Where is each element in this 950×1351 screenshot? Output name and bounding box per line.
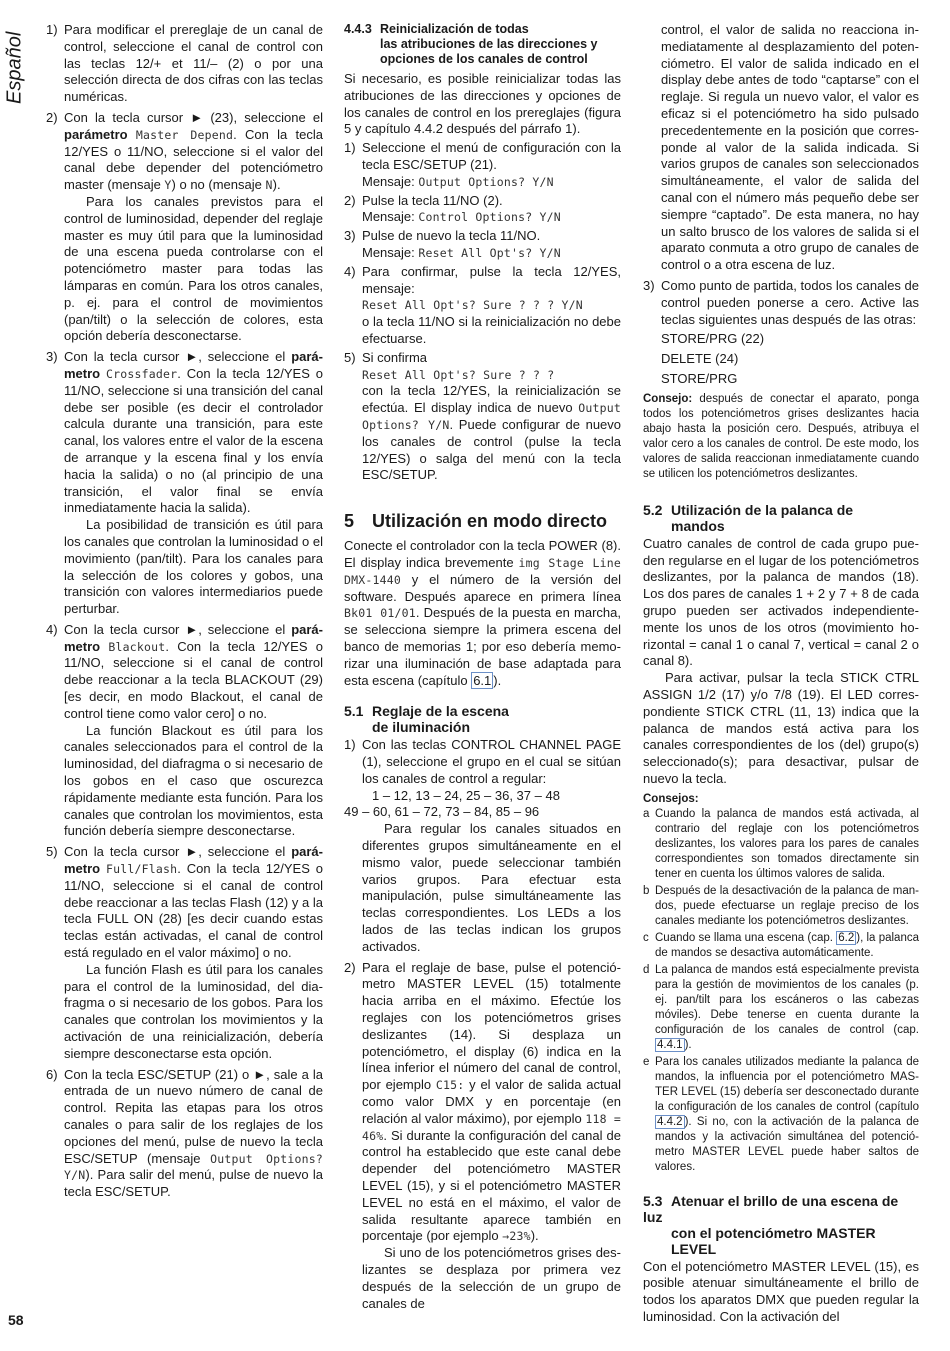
item-paragraph: La función Blackout es útil para los canales seleccionados para el control de la luminosidad, del diafragma o si necesario de los gobos en el caso que oscurezca rápidamente mediante esta función. Para los canales que controlan los movimientos, esta función debería siempre desconectarse. [64, 722, 323, 839]
list-item: 4) Para confirmar, pulse la tecla 12/YES, mensaje: Reset All Opt's? Sure ? ? ? Y/N o la tecla 11/NO si la reinicialización no debe efectuarse. [344, 263, 621, 346]
display-message: Output Options? Y/N [64, 1151, 323, 1183]
section-heading-5-2: 5.2 Utilización de la palanca de mandos [643, 501, 854, 534]
list-item: 1) Seleccione el menú de configuración con la tecla ESC/SETUP (21). Mensaje: Output Options? Y/N [344, 140, 621, 189]
language-tab: Español [3, 31, 26, 105]
group-list: 49 – 60, 61 – 72, 73 – 84, 85 – 96 [344, 804, 540, 820]
item-paragraph: La función Flash es útil para los canales para el control de la luminosidad, del diafragma o si necesario de los gobos. Para los canales que controlan los movimientos y la activación de una reinicialización, debería siempre desconectarse esta opción. [64, 961, 323, 1061]
item-text: Con la tecla ESC/SETUP (21) o ►, sale a la entrada de un nuevo número de canal de control. Repita las etapas para los otros canales o para salir de los reglajes de los opciones del menú, pulse de nuevo la tecla ESC/SETUP (mensaje Output Options? Y/N). Para salir del menú, pulse de nuevo la tecla ESC/SETUP. [64, 1066, 323, 1200]
item-number: 1) [46, 22, 58, 37]
display-message: Output Options? Y/N [362, 401, 621, 432]
continued-paragraph: control, el valor de salida no reacciona inmediatamente al desplazamiento del potenciómetro. El valor de salida indicado en el display debe antes de todo “captarse” con el reglaje. Si regula un nuevo valor, el valor es eficaz si el potenciómetro ha sido pulsado precedentemente en la posición que corresponde al valor de la salida indicada. Si varios grupos de canales son seleccionados simultáneamente, el valor de salida del canal con el número más pequeño debe ser siempre “captado”. De esta manera, no hay un salto brusco de los valores de salida si el aparato conmuta a otro grupo de canales de control o a otra escena de luz. [661, 22, 919, 273]
tip-paragraph: Consejo: después de conectar el aparato, ponga todos los potenciómetros grises deslizantes hacia abajo hasta la posición cero. Después, atribuya el valor cero a los canales de control. De este modo, los valores de salida reaccionan inmediatamente cuando se utilicen los potenciómetros deslizantes. [643, 392, 919, 480]
section-heading-5: 5 Utilización en modo directo [344, 511, 608, 532]
list-item: 5) Si confirma Reset All Opt's? Sure ? ? ? con la tecla 12/YES, la reinicialización se efectúa. El display indica de nuevo Output Options? Y/N. Puede configurar de nuevo los canales de control (pulse la tecla 12/YES) o salga del menú con la tecla ESC/SETUP. [344, 349, 622, 483]
item-text: Para modificar el prereglaje de un canal de control, seleccione el canal de control con las teclas 12/+ et 11/– (2) o por una selección directa de dos cifras con las teclas numéricas. [64, 22, 323, 105]
item-number: 5) [46, 844, 58, 860]
list-item: 3) Pulse de nuevo la tecla 11/NO. Mensaje: Reset All Opt's? Y/N [344, 228, 561, 260]
chapter-link[interactable]: 6.1 [473, 672, 492, 688]
item-number: 3) [46, 349, 58, 365]
tip-item: b Después de la desactivación de la palanca de mandos, puede efectuarse un reglaje preciso de los canales mediante los potenciómetros deslizantes. [643, 884, 919, 927]
section-paragraph: Cuatro canales de control de cada grupo pueden regularse en el lugar de los potenciómetros deslizantes, por la palanca de mandos (18). Los dos pares de canales 1 + 2 y 7 + 8 de cada grupo pueden ser activados independientemente los unos de los otros (movimiento horizontal = canal 1 o canal 7, vertical = canal 2 o canal 8). [643, 535, 919, 669]
display-message: Crossfader [106, 366, 178, 381]
item-number: 6) [46, 1066, 58, 1082]
section-heading-5-1: 5.1 Reglaje de la escena de iluminación [344, 703, 509, 736]
column-3 [643, 22, 919, 1326]
intro-paragraph: Si necesario, es posible reinicializar todas las atribuciones de las direcciones y opciones de los canales de control en los prereglajes (figura 5 y capítulo 4.4.2 después del párrafo 1). [344, 71, 621, 137]
tips-list: Consejos: a Cuando la palanca de mandos está activada, al contrario del reglaje con los potenciómetros deslizantes, los valores para los pares de canales correspondientes son tomados directamente sin tener en cuenta los últimos valores de salida. b Después de la desactivación de la palanca de mandos, puede efectuarse un reglaje preciso de los canales mediante los potenciómetros deslizantes. c Cuando se llama una escena (cap. 6.2 ), la palanca de mandos se desactiva automáticamente. d La palanca de mandos está especialmente prevista para la gestión de movimientos de los canales (p. ej. pan/tilt para los escáneros o las cabezas móviles). Debe tenerse en cuenta durante la configuración de los canales de control (cap. 4.4.1 ). e Para los canales utilizados mediante la palanca de mandos, la influencia por el potenciómetro MASTER LEVEL (15) debería ser desconectado durante la configuración de los canales de control (capítulo 4.4.2 ). Si no, con la activación de la palanca de mandos y la activación simultánea del potenciómetro MASTER LEVEL puede haber saltos de valores. [643, 792, 919, 1173]
item-text: Con la tecla cursor ► (23), seleccione el parámetro Master Depend. Con la tecla 12/YES o 11/NO, seleccione si el valor del canal debe depender del potenciómetro master (mensaje Y) o no (mensaje N). [64, 109, 324, 193]
column-1 [46, 22, 323, 1205]
chapter-link[interactable]: 6.2 [838, 931, 855, 944]
section-heading-5-3: 5.3 Atenuar el brillo de una escena de luz con el potenciómetro MASTER LEVEL [643, 1192, 899, 1257]
key-sequence: STORE/PRG [661, 370, 738, 386]
list-item [46, 844, 323, 1062]
display-message: Blackout [108, 639, 166, 654]
tip-item: d La palanca de mandos está especialmente prevista para la gestión de movimientos de los canales (p. ej. pan/tilt para los escáneros o las cabezas móviles). Debe tenerse en cuenta durante la configuración de los canales de control (cap. 4.4.1 ). [643, 963, 919, 1051]
display-message: Reset All Opt's? Sure ? ? ? [362, 367, 555, 382]
chapter-link[interactable]: 4.4.1 [657, 1038, 683, 1051]
item-text: Con la tecla cursor ►, seleccione el parámetro Blackout. Con la tecla 12/YES o 11/NO, seleccione si el canal de control debe reaccionar a la tecla BLACKOUT (29) [es decir, en modo Blackout, el canal de control tiene como valor cero] o no. [64, 621, 323, 721]
list-item [46, 349, 323, 618]
item-paragraph: Para los canales previstos para el control de luminosidad, depender del reglaje master es muy útil para que la luminosidad de una escena pueda controlarse con el potenciómetro master para todas las lámparas en común. Para los otros canales, p. ej. para el control de movimientos (pan/tilt) o la selección de colores, esta opción debería desconectarse. [64, 193, 323, 344]
list-item [46, 110, 323, 345]
column-2 [344, 22, 621, 1316]
tip-item: a Cuando la palanca de mandos está activada, al contrario del reglaje con los potenciómetros deslizantes, los valores para los pares de canales correspondientes son tomados directamente sin tener en cuenta los últimos valores de salida. [643, 807, 919, 880]
list-item [46, 622, 323, 840]
list-item: 1) Con las teclas CONTROL CHANNEL PAGE (1), seleccione el grupo en el cual se sitúan los canales de control a regular: 1 – 12, 13 – 24, 25 – 36, 37 – 48 49 – 60, 61 – 72, 73 – 84, 85 – 96 Para regular los canales situados en diferentes grupos simultáneamente en el mismo valor, puede seleccionar también varios grupos. Para efectuar esta manipulación, pulse simultáneamente las teclas correspondientes. Los LEDs a los lados de las teclas indican los grupos activados. [344, 737, 621, 954]
key-sequence: DELETE (24) [661, 351, 739, 367]
display-message: Output Options? Y/N [418, 174, 554, 189]
list-item [46, 1067, 323, 1201]
list-item: 3) Como punto de partida, todos los canales de control pueden ponerse a cero. Active las teclas siguientes unas después de las otras: STORE/PRG (22) DELETE (24) STORE/PRG [643, 277, 920, 386]
section-heading-4-4-3: 4.4.3 Reinicialización de todas las atribuciones de las direcciones y opciones de los canales de control [344, 22, 598, 66]
item-number: 2) [46, 109, 58, 125]
item-paragraph: La posibilidad de transición es útil para los canales que controlan la luminosidad o el movimiento (pan/tilt). Para los canales para la selección de los colores y gobos, una transición con valores intermediarios puede perturbar. [64, 517, 323, 617]
page-number: 58 [8, 1312, 24, 1328]
list-item [46, 22, 323, 106]
key-sequence: STORE/PRG (22) [661, 331, 765, 347]
item-text: Con la tecla cursor ►, seleccione el parámetro Crossfader. Con la tecla 12/YES o 11/NO, seleccione si una transición del canal debe ser posible (es decir el controlador calcula durante una transición, para este canal, los valores entre el valor de la escena de arranque y la escena final y los envía hacia la salida) o no (al principio de una transición, el valor final se envía inmediatamente hacia la salida). [64, 349, 323, 516]
tip-item: e Para los canales utilizados mediante la palanca de mandos, la influencia por el potenciómetro MASTER LEVEL (15) debería ser desconectado durante la configuración de los canales de control (capítulo 4.4.2 ). Si no, con la activación de la palanca de mandos y la activación simultánea del potenciómetro MASTER LEVEL puede haber saltos de valores. [643, 1055, 919, 1173]
display-message: Full/Flash [106, 862, 178, 877]
display-message: Control Options? Y/N [418, 210, 561, 225]
group-list: 1 – 12, 13 – 24, 25 – 36, 37 – 48 [372, 787, 560, 803]
chapter-link[interactable]: 4.4.2 [657, 1115, 683, 1128]
display-message: Reset All Opt's? Sure ? ? ? Y/N [362, 298, 583, 313]
item-text: Con la tecla cursor ►, seleccione el parámetro Full/Flash. Con la tecla 12/YES o 11/NO, seleccione si el canal de control debe reaccionar a las teclas Flash (12) y a la tecla FULL ON (28) [es decir cuando estas teclas están activadas, el canal de control está regulado en el valor máximo] o no. [64, 844, 323, 961]
tip-item: c Cuando se llama una escena (cap. 6.2 ), la palanca de mandos se desactiva automáticamente. [643, 931, 919, 959]
display-message: Master Depend [135, 127, 234, 142]
section-paragraph: Con el potenciómetro MASTER LEVEL (15), es posible atenuar simultáneamente el brillo de todos los aparatos DMX que pueden regular la luminosidad. Con la activación del [643, 1258, 919, 1325]
display-message: Reset All Opt's? Y/N [418, 245, 561, 260]
list-item: 2) Para el reglaje de base, pulse el potenciómetro MASTER LEVEL (15) totalmente hacia arriba en el máximo. Efectúe los reglajes con los potenciómetros grises deslizantes (14). Si desplaza un potenciómetro, el display (6) indica en la línea inferior el número del canal de control, por ejemplo C15: y el valor de salida actual como valor DMX y en porcentaje (en relación al valor máximo), por ejemplo 118 = 46%. Si durante la configuración del canal de control ha establecido que este canal debe depender del potenciómetro MASTER LEVEL (15), y si el potenciómetro MASTER LEVEL no está en el máximo, el valor de salida resultante aparece también en porcentaje (por ejemplo →23%). Si uno de los potenciómetros grises deslizantes se desplaza por primera vez después de la selección de un grupo de canales de [344, 959, 621, 1311]
list-item: 2) Pulse la tecla 11/NO (2). Mensaje: Control Options? Y/N [344, 192, 561, 225]
section-paragraph: Conecte el controlador con la tecla POWER (8). El display indica brevemente img Stage Line DMX-1440 y el número de la versión del software. Después aparece en primera línea Bk01 01/01. Después de la puesta en marcha, se selecciona siempre la primera escena del banco de memorias 1; por eso debería memorizar una iluminación de base adaptada para esta escena (capítulo 6.1 ). [344, 538, 622, 688]
item-number: 4) [46, 621, 58, 637]
section-paragraph: Para activar, pulsar la tecla STICK CTRL ASSIGN 1/2 (17) y/o 7/8 (19). El LED correspondiente STICK CTRL (11, 13) indica que la palanca de mandos está activa para los canales correspondientes de los (del) grupo(s) seleccionado(s); para desactivar, pulsar de nuevo la tecla. [643, 670, 919, 786]
